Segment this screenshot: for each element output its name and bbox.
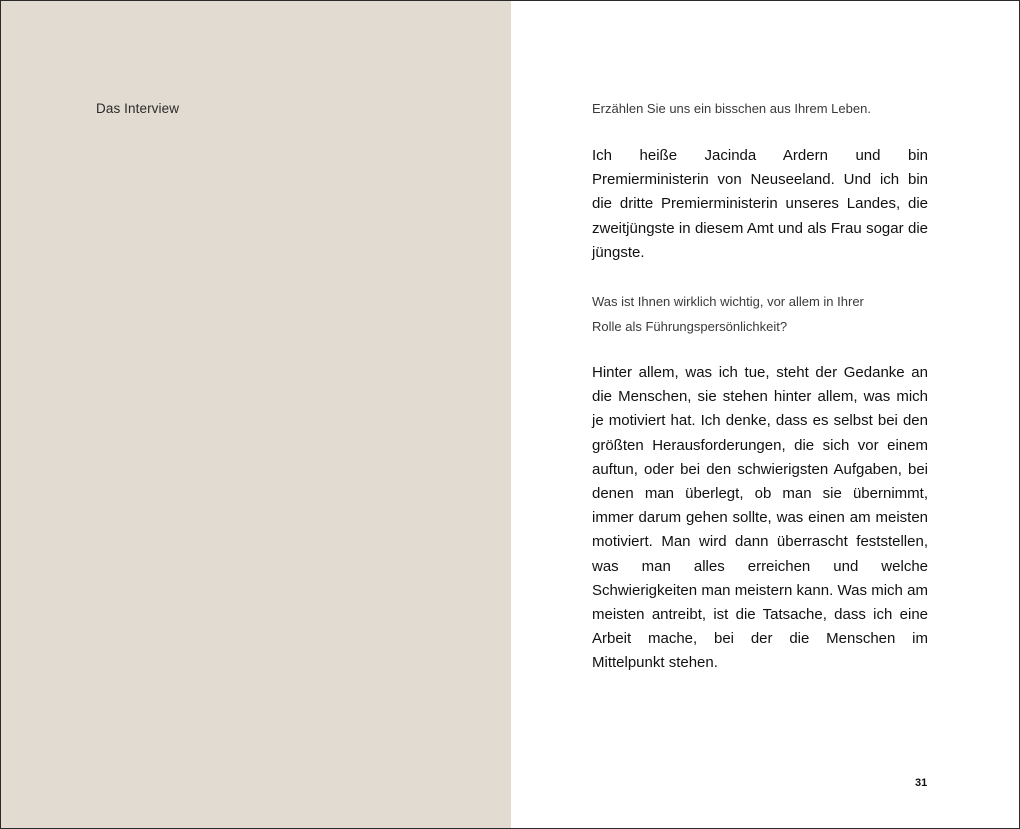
section-label: Das Interview [96, 101, 180, 116]
left-page [1, 1, 511, 828]
interview-answer-1: Ich heiße Jacinda Ardern und bin Premierministerin von Neuseeland. Und ich bin die dritte Premierministerin unseres Landes, die zweitjüngste in diesem Amt und als Frau sogar die jüngste. [592, 147, 928, 261]
interview-answer-2: Hinter allem, was ich tue, steht der Gedanke an die Menschen, sie stehen hinter allem, was mich je motiviert hat. Ich denke, dass es selbst bei den größten Herausforderungen, die sich vor einem auftun, oder bei den schwierigsten Aufgaben, bei denen man überlegt, ob man sie übernimmt, immer darum gehen sollte, was einen am meisten motiviert. Man wird dann überrascht feststellen, was man alles erreichen und welche Schwierigkeiten man meistern kann. Was mich am meisten antreibt, ist die Tatsache, dass ich eine Arbeit mache, bei der die Menschen im Mittelpunkt stehen. [592, 364, 928, 672]
interview-question-1: Erzählen Sie uns ein bisschen aus Ihrem Leben. [592, 101, 871, 116]
right-page [511, 1, 1019, 828]
page-number: 31 [915, 777, 928, 789]
interview-question-2: Was ist Ihnen wirklich wichtig, vor allem in Ihrer Rolle als Führungspersönlichkeit? [592, 294, 864, 334]
